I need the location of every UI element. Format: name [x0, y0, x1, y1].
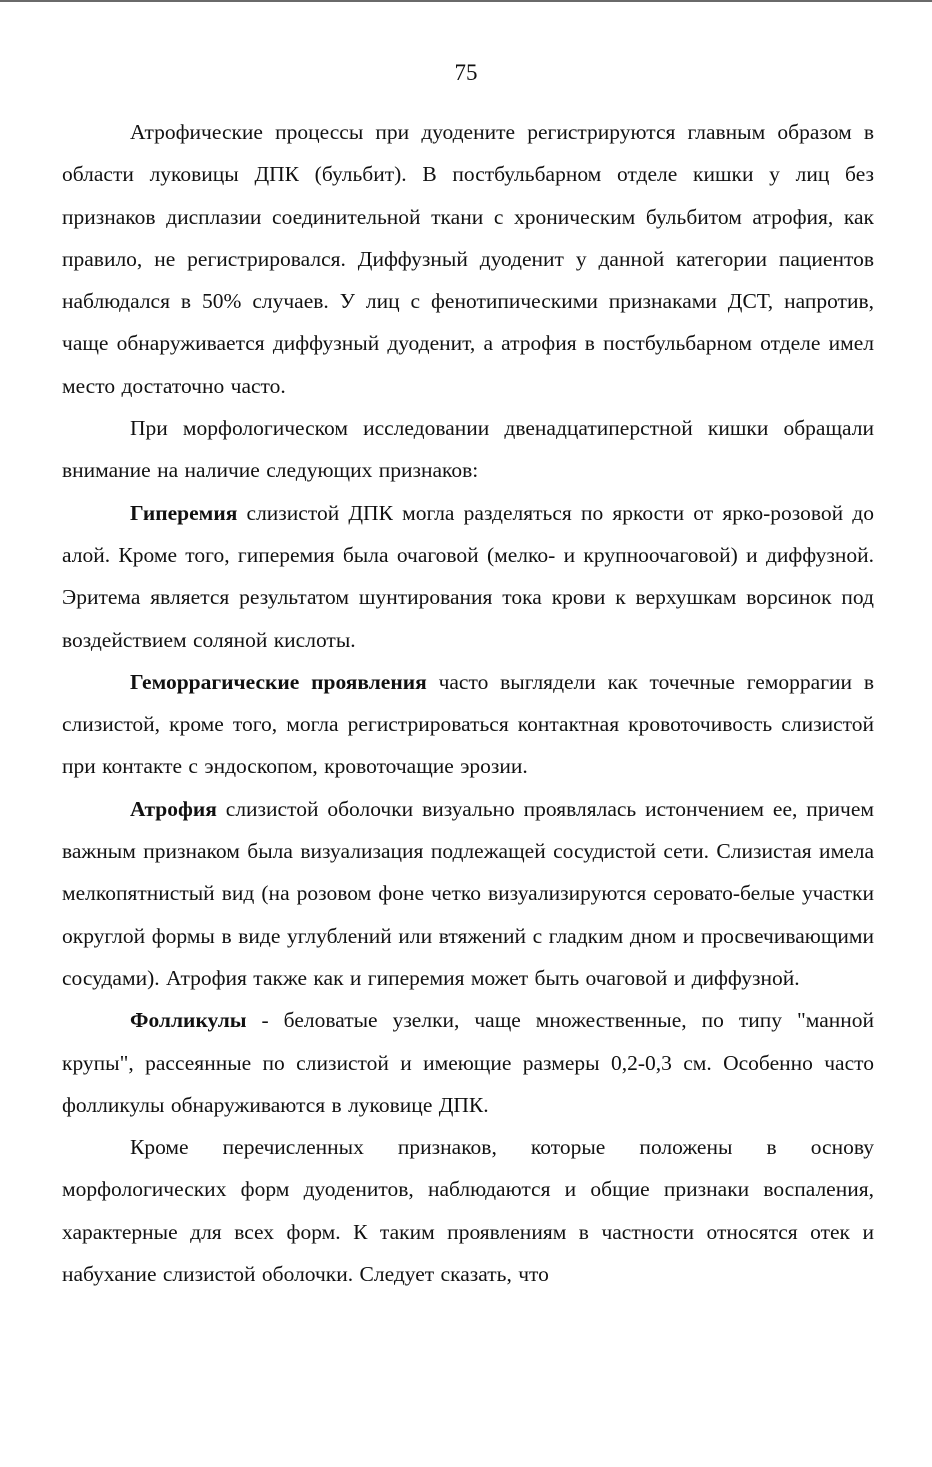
paragraph-hyperemia — [62, 492, 874, 661]
paragraph-hemorrhagic — [62, 661, 874, 788]
paragraph-follicles — [62, 999, 874, 1126]
paragraph-text: слизистой оболочки визуально проявлялась истончением ее, причем важным признаком была визуализация подлежащей сосудистой сети. Слизистая имела мелкопятнистый вид (на розовом фоне четко визуализируются серовато-белые участки округлой формы в виде углублений или втяжений с гладким дном и просвечивающими сосудами). Атрофия также как и гиперемия может быть очаговой и диффузной. — [62, 796, 874, 990]
paragraph-text: - беловатые узелки, чаще множественные, по типу "манной крупы", рассеянные по слизистой и имеющие размеры 0,2-0,3 см. Особенно часто фолликулы обнаруживаются в луковице ДПК. — [62, 1008, 874, 1117]
term-atrophy: Атрофия — [130, 796, 217, 821]
term-hemorrhagic: Геморрагические проявления — [130, 669, 427, 694]
document-body — [62, 111, 874, 1295]
page-number: 75 — [454, 60, 478, 85]
paragraph-atrophic-processes — [62, 111, 874, 407]
paragraph-text: При морфологическом исследовании двенадцатиперстной кишки обращали внимание на наличие следующих признаков: — [62, 416, 874, 483]
paragraph-text: часто выглядели как точечные геморрагии в слизистой, кроме того, могла регистрироваться контактная кровоточивость слизистой при контакте с эндоскопом, кровоточащие эрозии. — [62, 669, 874, 779]
paragraph-text: слизистой ДПК могла разделяться по яркости от ярко-розовой до алой. Кроме того, гиперемия была очаговой (мелко- и крупноочаговой) и диффузной. Эритема является результатом шунтирования тока крови к верхушкам ворсинок под воздействием соляной кислоты. — [62, 500, 874, 652]
paragraph-general-signs — [62, 1126, 874, 1295]
paragraph-text: Атрофические процессы при дуодените регистрируются главным образом в области луковицы ДПК (бульбит). В постбульбарном отделе кишки у лиц без признаков дисплазии соединительной ткани с хроническим бульбитом атрофия, как правило, не регистрировался. Диффузный дуоденит у данной категории пациентов наблюдался в 50% случаев. У лиц с фенотипическими признаками ДСТ, напротив, чаще обнаруживается диффузный дуоденит, а атрофия в постбульбарном отделе имел место достаточно часто. — [62, 120, 874, 398]
term-hyperemia: Гиперемия — [130, 500, 238, 525]
term-follicles: Фолликулы — [130, 1008, 247, 1033]
scan-top-edge — [0, 0, 932, 2]
paragraph-atrophy — [62, 788, 874, 999]
paragraph-morphological-study — [62, 407, 874, 492]
paragraph-text: Кроме перечисленных признаков, которые положены в основу морфологических форм дуоденитов, наблюдаются и общие признаки воспаления, характерные для всех форм. К таким проявлениям в частности относятся отек и набухание слизистой оболочки. Следует сказать, что — [62, 1135, 874, 1287]
